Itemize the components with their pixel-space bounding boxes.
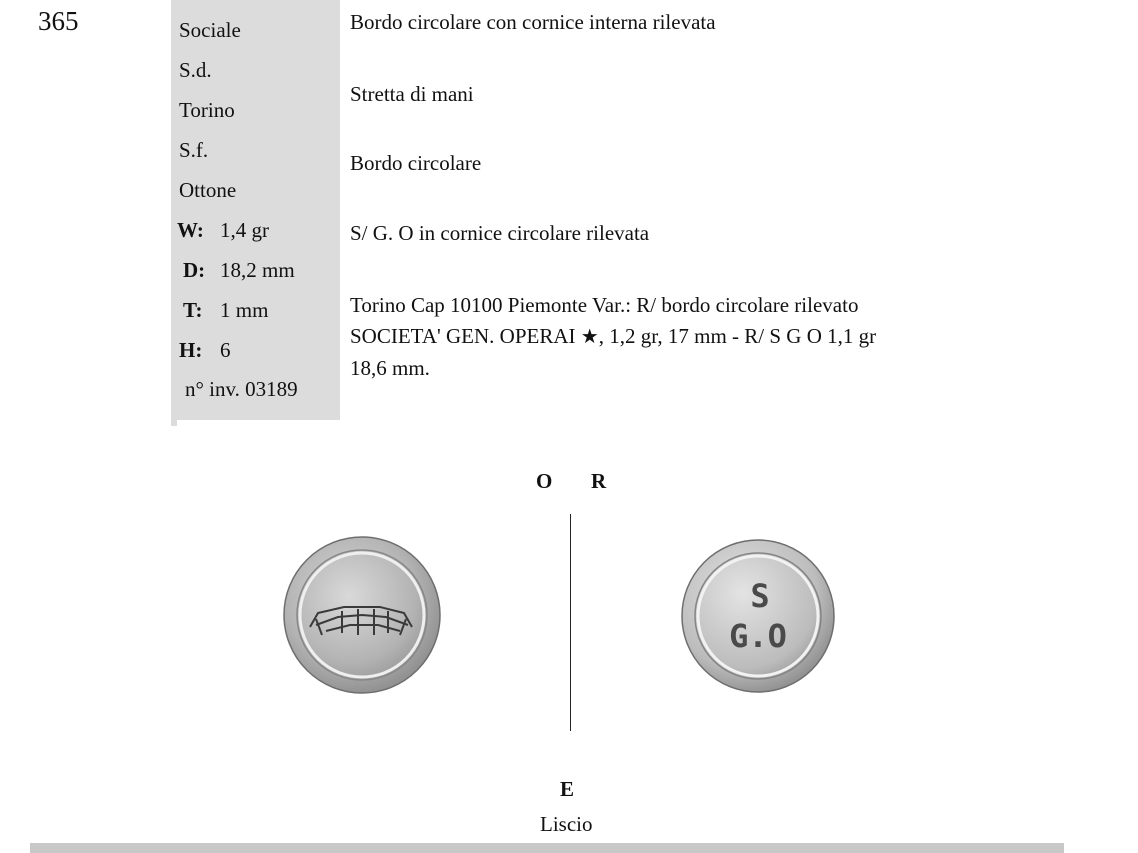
metal-value: Ottone: [179, 178, 237, 202]
bottom-rule: [30, 843, 1064, 853]
weight-row: [177, 218, 269, 243]
diameter-row: [183, 258, 295, 283]
maker-value: S.f.: [179, 138, 209, 162]
diameter-key: D:: [183, 258, 206, 282]
reverse-label: R: [591, 469, 607, 493]
thickness-row: [183, 298, 268, 323]
obverse-label: O: [536, 469, 553, 493]
reverse-coin-image: [680, 537, 836, 695]
weight-key: W:: [177, 218, 204, 242]
image-divider: [570, 514, 571, 731]
specs-panel-edge: [171, 420, 177, 426]
city-value: Torino: [179, 98, 235, 122]
weight-value: 1,4 gr: [220, 218, 269, 242]
reverse-type-description: S/ G. O in cornice circolare rilevata: [350, 221, 650, 245]
notes-line-2: [350, 321, 876, 353]
edge-value: Liscio: [540, 812, 593, 836]
star-icon: ★: [580, 326, 599, 348]
reverse-border-description: Bordo circolare: [350, 151, 482, 175]
thickness-value: 1 mm: [220, 298, 269, 322]
notes-line-1: Torino Cap 10100 Piemonte Var.: R/ bordo circolare rilevato: [350, 293, 859, 317]
obverse-border-description: Bordo circolare con cornice interna rilevata: [350, 10, 716, 34]
edge-label: E: [560, 777, 575, 801]
diameter-value: 18,2 mm: [220, 258, 295, 282]
obverse-coin-image: [282, 535, 442, 695]
axis-value: 6: [220, 338, 231, 362]
inventory-number: n° inv. 03189: [185, 377, 298, 401]
notes-line-2-end: , 1,2 gr, 17 mm - R/ S G O 1,1 gr: [598, 324, 877, 348]
catalog-number: 365: [38, 6, 79, 36]
thickness-key: T:: [183, 298, 203, 322]
date-value: S.d.: [179, 58, 212, 82]
axis-key: H:: [179, 338, 203, 362]
reverse-coin-text-top: S: [750, 577, 770, 615]
axis-row: [179, 338, 231, 363]
variant-notes: [350, 290, 876, 384]
obverse-type-description: Stretta di mani: [350, 82, 474, 106]
reverse-coin-text-bottom: G.O: [729, 617, 787, 655]
category-value: Sociale: [179, 18, 241, 42]
notes-line-2-start: SOCIETA' GEN. OPERAI: [350, 324, 581, 348]
notes-line-3: 18,6 mm.: [350, 356, 430, 380]
